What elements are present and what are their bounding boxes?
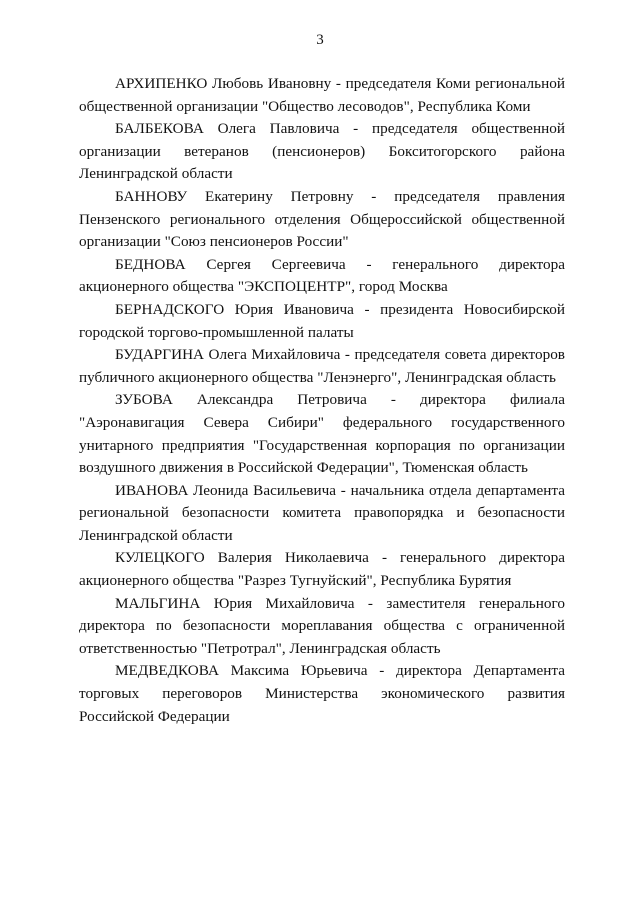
award-list	[79, 73, 565, 728]
list-entry: КУЛЕЦКОГО Валерия Николаевича - генерального директора акционерного общества "Разрез Тугнуйский", Республика Бурятия	[79, 549, 565, 590]
list-entry: АРХИПЕНКО Любовь Ивановну - председателя Коми региональной общественной организации "Общество лесоводов", Республика Коми	[79, 75, 565, 115]
list-entry: БАЛБЕКОВА Олега Павловича - председателя общественной организации ветеранов (пенсионеров) Бокситогорского района Ленинградской области	[79, 120, 565, 183]
list-entry: ИВАНОВА Леонида Васильевича - начальника отдела департамента региональной безопасности комитета правопорядка и безопасности Ленинградской области	[79, 481, 565, 544]
list-entry: ЗУБОВА Александра Петровича - директора филиала "Аэронавигация Севера Сибири" федерального государственного унитарного предприятия "Государственная корпорация по организации воздушного движения в Российской Федерации", Тюменская область	[79, 391, 565, 477]
list-entry: МЕДВЕДКОВА Максима Юрьевича - директора Департамента торговых переговоров Министерства экономического развития Российской Федерации	[79, 662, 565, 725]
list-entry: БЕДНОВА Сергея Сергеевича - генерального директора акционерного общества "ЭКСПОЦЕНТР", город Москва	[79, 255, 565, 296]
list-entry: БЕРНАДСКОГО Юрия Ивановича - президента Новосибирской городской торгово-промышленной палаты	[79, 300, 565, 341]
page-number: 3	[316, 32, 324, 48]
list-entry: БАННОВУ Екатерину Петровну - председателя правления Пензенского регионального отделения Общероссийской общественной организации "Союз пенсионеров России"	[79, 187, 565, 251]
list-entry: БУДАРГИНА Олега Михайловича - председателя совета директоров публичного акционерного общества "Ленэнерго", Ленинградская область	[79, 346, 565, 386]
list-entry: МАЛЬГИНА Юрия Михайловича - заместителя генерального директора по безопасности мореплавания общества с ограниченной ответственностью "Петротрал", Ленинградская область	[79, 594, 565, 657]
